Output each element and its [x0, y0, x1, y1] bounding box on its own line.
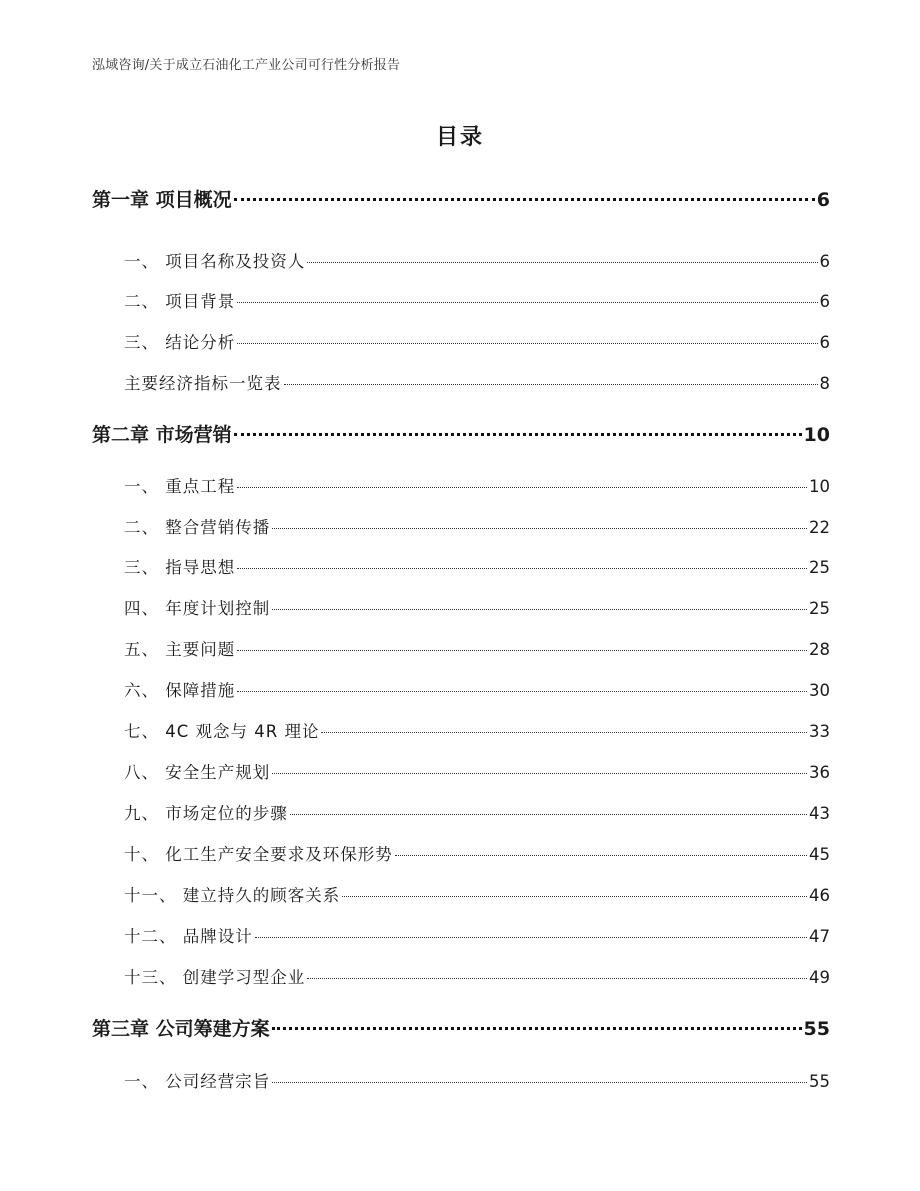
running-header: 泓域咨询/关于成立石油化工产业公司可行性分析报告: [92, 58, 401, 73]
toc-entry-label: 三、 指导思想: [124, 558, 236, 577]
toc-entry-label: 十一、 建立持久的顾客关系: [124, 886, 341, 905]
toc-entry[interactable]: [92, 718, 830, 742]
toc-entry-label: 八、 安全生产规划: [124, 763, 271, 782]
toc-entry-page: 6: [819, 292, 830, 311]
toc-entry-label: 十、 化工生产安全要求及环保形势: [124, 845, 393, 864]
toc-entry-label: 三、 结论分析: [124, 333, 236, 352]
toc-entry-page: 47: [809, 927, 830, 946]
dot-leader: [307, 262, 817, 263]
toc-entry-label: 六、 保障措施: [124, 681, 236, 700]
dot-leader: [321, 732, 807, 733]
toc-entry-label: 四、 年度计划控制: [124, 599, 271, 618]
toc-entry-label: 九、 市场定位的步骤: [124, 804, 288, 823]
toc-entry-chapter-2[interactable]: [92, 420, 830, 447]
toc-entry-label: 二、 项目背景: [124, 292, 236, 311]
dot-leader: [234, 198, 815, 201]
toc-entry-label: 一、 重点工程: [124, 477, 236, 496]
toc-entry[interactable]: [92, 248, 830, 272]
toc-entry[interactable]: [92, 841, 830, 865]
toc-entry[interactable]: [92, 923, 830, 947]
toc-entry-label: 二、 整合营销传播: [124, 518, 271, 537]
toc-entry-page: 45: [809, 845, 830, 864]
dot-leader: [237, 343, 817, 344]
dot-leader: [272, 528, 807, 529]
toc-entry-page: 6: [816, 189, 830, 211]
dot-leader: [307, 978, 807, 979]
toc-entry[interactable]: [92, 554, 830, 578]
dot-leader: [272, 1082, 807, 1083]
dot-leader: [237, 650, 807, 651]
toc-entry-page: 55: [803, 1018, 830, 1040]
toc-entry-label: 五、 主要问题: [124, 640, 236, 659]
toc-entry-label: 七、 4C 观念与 4R 理论: [124, 722, 320, 741]
toc-entry-label: 第一章 项目概况: [92, 189, 232, 211]
toc-entry[interactable]: [92, 1068, 830, 1092]
toc-entry-page: 46: [809, 886, 830, 905]
dot-leader: [237, 691, 807, 692]
toc-entry-page: 28: [809, 640, 830, 659]
toc-entry-page: 36: [809, 763, 830, 782]
toc-entry[interactable]: [92, 514, 830, 538]
toc-entry-page: 55: [809, 1072, 830, 1091]
toc-entry-page: 33: [809, 722, 830, 741]
toc-entry[interactable]: [92, 964, 830, 988]
toc-entry-page: 30: [809, 681, 830, 700]
toc-entry-page: 10: [803, 424, 830, 446]
toc-entry-label: 一、 项目名称及投资人: [124, 252, 306, 271]
toc-entry-label: 十二、 品牌设计: [124, 927, 253, 946]
dot-leader: [255, 937, 807, 938]
dot-leader: [234, 433, 802, 436]
toc-entry[interactable]: [92, 636, 830, 660]
dot-leader: [237, 302, 817, 303]
toc-entry[interactable]: [92, 759, 830, 783]
toc-entry-label: 一、 公司经营宗旨: [124, 1072, 271, 1091]
toc-entry-page: 49: [809, 968, 830, 987]
toc-entry[interactable]: [92, 288, 830, 312]
toc-entry-page: 8: [819, 374, 830, 393]
toc-entry-page: 6: [819, 333, 830, 352]
toc-entry[interactable]: [92, 882, 830, 906]
toc-entry-label: 主要经济指标一览表: [124, 374, 282, 393]
dot-leader: [395, 855, 807, 856]
dot-leader: [290, 814, 807, 815]
toc-entry[interactable]: [92, 370, 830, 394]
toc-entry-page: 25: [809, 558, 830, 577]
toc-entry-label: 十三、 创建学习型企业: [124, 968, 306, 987]
dot-leader: [237, 487, 807, 488]
toc-entry-page: 25: [809, 599, 830, 618]
toc-entry[interactable]: [92, 677, 830, 701]
toc-entry-page: 6: [819, 252, 830, 271]
dot-leader: [272, 609, 807, 610]
toc-entry-label: 第三章 公司筹建方案: [92, 1018, 270, 1040]
page-title: 目录: [435, 125, 484, 150]
dot-leader: [284, 384, 818, 385]
dot-leader: [342, 896, 807, 897]
toc-entry-page: 10: [809, 477, 830, 496]
toc-entry-label: 第二章 市场营销: [92, 424, 232, 446]
toc-entry-page: 43: [809, 804, 830, 823]
dot-leader: [272, 773, 807, 774]
toc-entry-chapter-3[interactable]: [92, 1014, 830, 1041]
toc-entry[interactable]: [92, 329, 830, 353]
toc-entry[interactable]: [92, 800, 830, 824]
toc-entry-page: 22: [809, 518, 830, 537]
toc-entry[interactable]: [92, 473, 830, 497]
dot-leader: [272, 1027, 802, 1030]
toc-entry-chapter-1[interactable]: [92, 185, 830, 212]
dot-leader: [237, 568, 807, 569]
toc-entry[interactable]: [92, 595, 830, 619]
